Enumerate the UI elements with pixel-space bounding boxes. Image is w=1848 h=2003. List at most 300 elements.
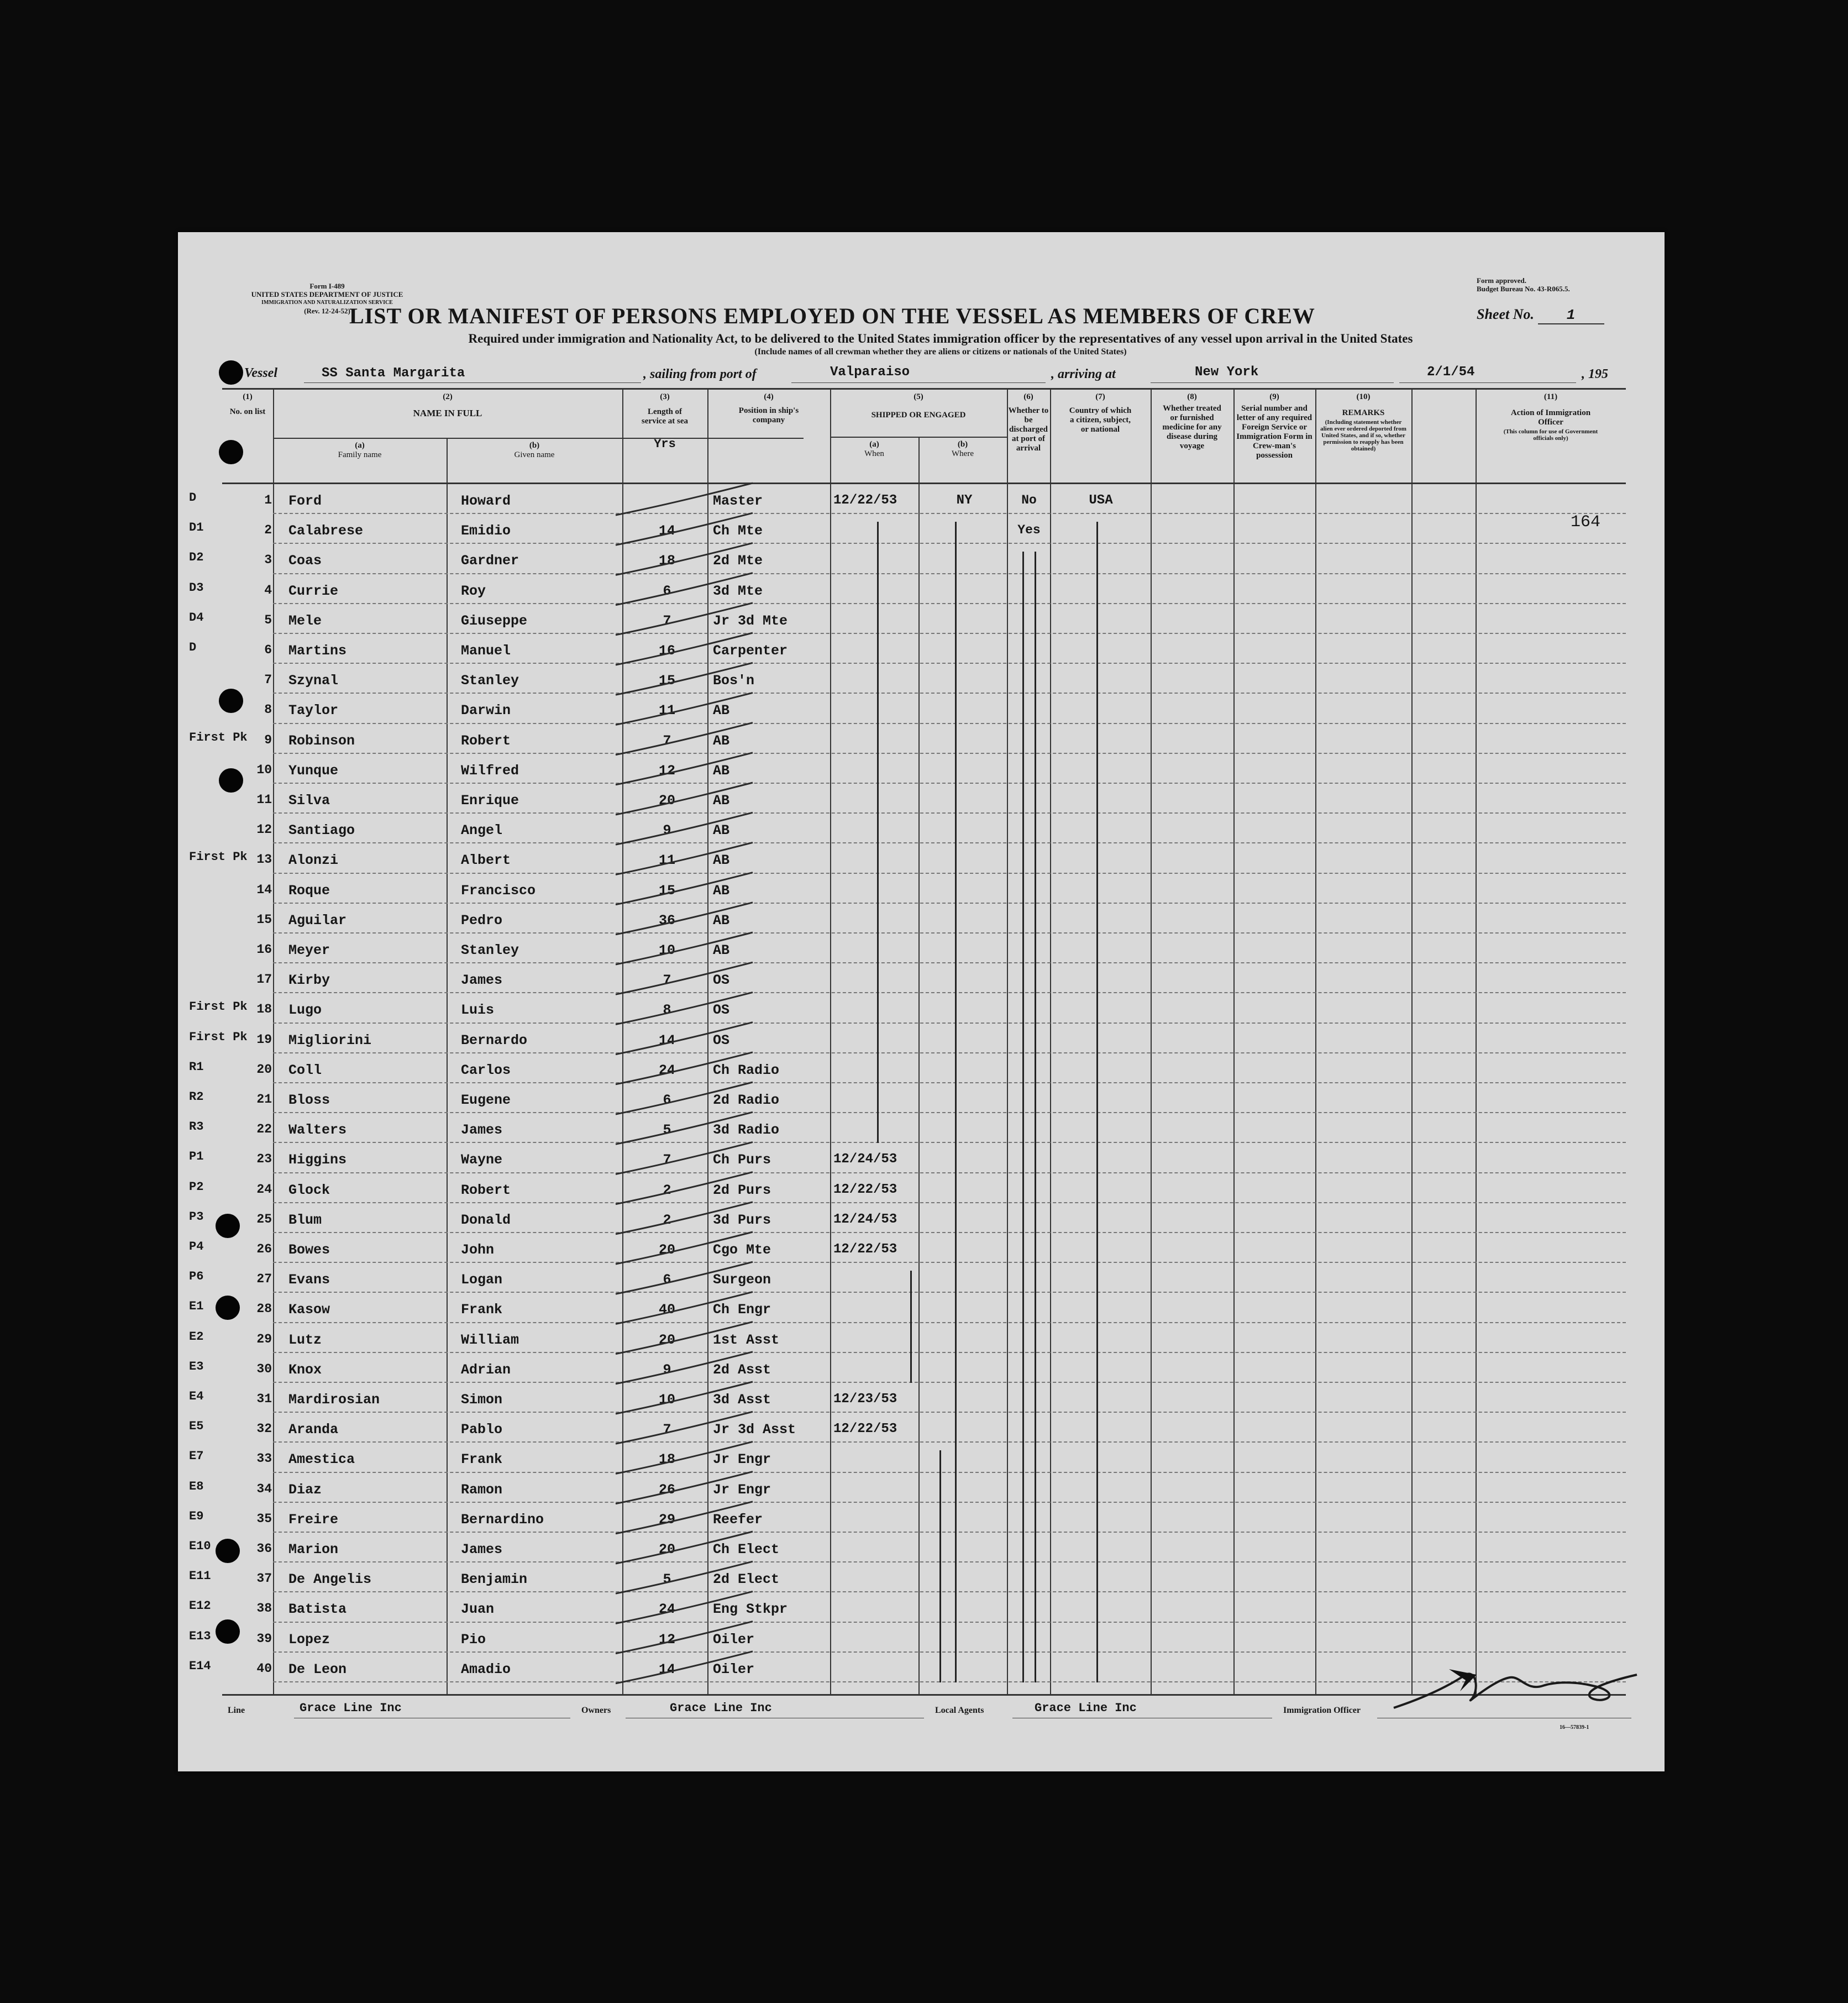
row-annotation: E13 [189,1629,211,1643]
position: Oiler [713,1661,755,1677]
given-name: Bernardo [461,1032,528,1048]
years-at-sea: 18 [658,1451,675,1468]
col11-header: Action of Immigration Officer [1510,408,1591,427]
position: Oiler [713,1631,755,1648]
given-name: Stanley [461,942,519,958]
given-name: Darwin [461,702,511,719]
row-number: 31 [256,1392,272,1406]
row-annotation: E2 [189,1329,204,1344]
row-annotation: D [189,641,197,654]
years-at-sea: 5 [663,1571,671,1588]
punch-hole [219,360,243,385]
row-rule [273,1472,1626,1473]
years-at-sea: 7 [663,1422,671,1438]
row-rule [273,1292,1626,1293]
given-name: Bernardino [461,1511,544,1528]
punch-hole [219,440,243,464]
years-at-sea: 20 [658,1331,675,1348]
row-number: 8 [264,702,272,717]
family-name: Coll [288,1062,322,1078]
row-annotation: E3 [189,1359,204,1373]
given-name: Enrique [461,793,519,809]
shipped-when: 12/22/53 [833,1422,897,1437]
officer-signature [1383,1653,1642,1724]
row-number: 19 [256,1032,272,1047]
given-name: Francisco [461,882,536,899]
subtitle: Required under immigration and Nationality Act, to be delivered to the United States immigration officer by the representatives of any vessel upon arrival in the United States [468,332,1413,345]
years-at-sea: 15 [658,882,675,899]
row-number: 16 [256,942,272,957]
agency-line-2: IMMIGRATION AND NATURALIZATION SERVICE [261,300,393,306]
given-name: Albert [461,852,511,869]
years-at-sea: 20 [658,1541,675,1558]
given-name: Stanley [461,673,519,689]
years-at-sea: 11 [658,852,675,869]
row-rule [273,1441,1626,1443]
row-rule [273,992,1626,993]
col2-header: NAME IN FULL [413,408,482,418]
row-rule [273,753,1626,754]
row-number: 9 [264,732,272,747]
margin-page-number: 164 [1571,513,1601,532]
years-at-sea: 24 [658,1601,675,1618]
position: AB [713,942,730,958]
given-name: Pablo [461,1422,503,1438]
given-name: Frank [461,1451,503,1468]
given-name: Manuel [461,643,511,659]
family-name: Currie [288,583,339,599]
given-name: Howard [461,493,511,509]
position: AB [713,762,730,779]
col11-number: (11) [1544,392,1558,401]
col5a-header: When [864,449,884,458]
col1-header: No. on list [229,407,266,416]
owners-value: Grace Line Inc [670,1701,772,1715]
row-rule [273,903,1626,904]
col5b-header: Where [952,449,974,458]
family-name: Aranda [288,1422,339,1438]
punch-hole [216,1539,240,1563]
row-number: 10 [256,762,272,777]
row-annotation: P1 [189,1150,204,1164]
row-rule [273,603,1626,604]
col2a-letter: (a) [355,441,365,450]
row-rule [273,573,1626,574]
ditto-stroke [910,1271,912,1383]
position: Jr Engr [713,1481,771,1498]
given-name: Carlos [461,1062,511,1078]
row-number: 39 [256,1631,272,1646]
position: 3d Radio [713,1122,780,1139]
shipped-when: 12/22/53 [833,1182,897,1197]
row-annotation: E9 [189,1509,204,1523]
family-name: Szynal [288,673,339,689]
col9-number: (9) [1269,392,1279,401]
given-name: Wilfred [461,762,519,779]
row-number: 32 [256,1422,272,1436]
position: 2d Purs [713,1182,771,1198]
given-name: William [461,1331,519,1348]
form-number: Form I-489 [309,282,345,290]
family-name: Marion [288,1541,339,1558]
row-rule [273,1591,1626,1592]
row-number: 26 [256,1242,272,1256]
given-name: Wayne [461,1152,503,1168]
position: Surgeon [713,1272,771,1288]
given-name: Roy [461,583,486,599]
owners-label: Owners [581,1706,611,1715]
family-name: Silva [288,793,330,809]
family-name: Walters [288,1122,347,1139]
row-rule [273,663,1626,664]
col5-header: SHIPPED OR ENGAGED [871,411,966,420]
page-title: LIST OR MANIFEST OF PERSONS EMPLOYED ON THE VESSEL AS MEMBERS OF CREW [349,303,1315,328]
position: 2d Radio [713,1092,780,1108]
row-annotation: E14 [189,1659,211,1673]
row-rule [273,1382,1626,1383]
row-rule [273,842,1626,843]
row-rule [273,1502,1626,1503]
row-rule [273,1232,1626,1233]
discharge: Yes [1017,523,1041,538]
row-annotation: E1 [189,1299,204,1314]
subtitle-note: (Include names of all crewman whether they are aliens or citizens or nationals of the United States) [754,347,1127,356]
shipped-when: 12/22/53 [833,1242,897,1257]
family-name: Santiago [288,822,355,839]
row-number: 30 [256,1361,272,1376]
arriving-label: , arriving at [1051,367,1116,381]
years-at-sea: 20 [658,793,675,809]
year-suffix: , 195 [1582,367,1608,381]
given-name: James [461,1541,503,1558]
years-at-sea: 5 [663,1122,671,1139]
family-name: Bowes [288,1242,330,1258]
family-name: Higgins [288,1152,347,1168]
col4-number: (4) [764,392,774,401]
given-name: Simon [461,1392,503,1408]
row-number: 40 [256,1661,272,1676]
row-number: 37 [256,1571,272,1586]
given-name: Pio [461,1631,486,1648]
family-name: Bloss [288,1092,330,1108]
years-at-sea: 7 [663,732,671,749]
position: AB [713,852,730,869]
family-name: Ford [288,493,322,509]
row-rule [273,1023,1626,1024]
row-annotation: D4 [189,610,204,625]
col2b-header: Given name [514,450,555,459]
row-number: 18 [256,1002,272,1017]
position: 2d Asst [713,1361,771,1378]
family-name: Yunque [288,762,339,779]
row-rule [273,1561,1626,1562]
years-at-sea: 20 [658,1242,675,1258]
position: AB [713,702,730,719]
row-number: 12 [256,822,272,837]
family-name: Mele [288,612,322,629]
family-name: Robinson [288,732,355,749]
row-rule [273,543,1626,544]
crew-list [178,232,1665,1771]
punch-hole [219,689,243,713]
row-rule [273,932,1626,934]
col3-header: Length of service at sea [641,407,689,426]
given-name: Juan [461,1601,495,1618]
ditto-stroke [939,1450,941,1682]
row-number: 7 [264,673,272,688]
row-annotation: R3 [189,1120,204,1134]
col7-number: (7) [1095,392,1105,401]
family-name: Diaz [288,1481,322,1498]
shipped-when: 12/22/53 [833,493,897,508]
agents-value: Grace Line Inc [1035,1701,1137,1715]
position: Eng Stkpr [713,1601,788,1618]
family-name: Lutz [288,1331,322,1348]
row-rule [273,1112,1626,1113]
given-name: Giuseppe [461,612,528,629]
years-at-sea: 9 [663,822,671,839]
position: Ch Radio [713,1062,780,1078]
ditto-stroke [955,522,957,1682]
arrival-port: New York [1195,365,1259,380]
col1-number: (1) [243,392,253,401]
row-annotation: E4 [189,1389,204,1403]
family-name: Batista [288,1601,347,1618]
family-name: Lopez [288,1631,330,1648]
row-rule [273,1082,1626,1083]
col11-note: (This column for use of Government officials only) [1503,428,1598,442]
row-number: 29 [256,1331,272,1346]
family-name: Alonzi [288,852,339,869]
port-of-departure: Valparaiso [830,365,910,380]
years-at-sea: 2 [663,1212,671,1228]
row-number: 25 [256,1212,272,1226]
ditto-stroke [1022,552,1024,1682]
years-at-sea: 7 [663,1152,671,1168]
row-annotation: D1 [189,521,204,535]
row-number: 23 [256,1152,272,1167]
line-value: Grace Line Inc [300,1701,402,1715]
family-name: Freire [288,1511,339,1528]
given-name: Pedro [461,912,503,929]
row-number: 5 [264,612,272,627]
ditto-stroke [877,522,879,1143]
row-annotation: First Pk [189,730,248,744]
family-name: Lugo [288,1002,322,1019]
position: Carpenter [713,643,788,659]
position: Ch Elect [713,1541,780,1558]
row-annotation: R1 [189,1060,204,1074]
years-at-sea: 10 [658,1392,675,1408]
years-at-sea: 6 [663,583,671,599]
years-at-sea: 29 [658,1511,675,1528]
position: 3d Mte [713,583,763,599]
shipped-when: 12/24/53 [833,1212,897,1227]
years-at-sea: 18 [658,553,675,569]
family-name: Meyer [288,942,330,958]
col5a-letter: (a) [869,440,879,449]
country: USA [1089,493,1113,508]
col3-number: (3) [660,392,670,401]
row-number: 38 [256,1601,272,1616]
position: Jr 3d Asst [713,1422,796,1438]
col2-number: (2) [443,392,453,401]
given-name: James [461,972,503,989]
row-rule [273,1532,1626,1533]
col5-number: (5) [914,392,923,401]
row-annotation: E11 [189,1569,211,1583]
col2a-header: Family name [338,450,382,459]
position: AB [713,912,730,929]
row-annotation: R2 [189,1090,204,1104]
row-number: 34 [256,1481,272,1496]
row-rule [273,1622,1626,1623]
row-rule [273,633,1626,634]
row-number: 4 [264,583,272,597]
row-annotation: E12 [189,1599,211,1613]
row-number: 35 [256,1511,272,1526]
row-number: 1 [264,493,272,507]
row-rule [273,1172,1626,1173]
punch-hole [219,768,243,793]
ditto-stroke [1096,522,1098,1682]
family-name: Kirby [288,972,330,989]
position: 3d Asst [713,1392,771,1408]
discharge: No [1021,493,1037,507]
row-number: 21 [256,1092,272,1107]
family-name: Calabrese [288,523,364,539]
years-at-sea: 24 [658,1062,675,1078]
col10-header: REMARKS [1342,408,1385,417]
form-approved: Form approved. [1477,276,1527,285]
row-rule [273,1052,1626,1053]
position: OS [713,1032,730,1048]
family-name: Glock [288,1182,330,1198]
position: AB [713,732,730,749]
col9-header: Serial number and letter of any required Foreign Service or Immigration Form in Crew-man's possession [1236,404,1313,460]
family-name: Migliorini [288,1032,372,1048]
row-number: 11 [256,793,272,807]
years-at-sea: 16 [658,643,675,659]
vessel-name: SS Santa Margarita [322,366,465,381]
col4-header: Position in ship's company [738,406,799,424]
position: AB [713,822,730,839]
col10-number: (10) [1356,392,1371,401]
col8-header: Whether treated or furnished medicine for any disease during voyage [1162,404,1222,450]
row-number: 28 [256,1302,272,1317]
given-name: Adrian [461,1361,511,1378]
row-number: 13 [256,852,272,867]
row-rule [273,783,1626,784]
years-at-sea: 10 [658,942,675,958]
given-name: John [461,1242,495,1258]
family-name: Evans [288,1272,330,1288]
family-name: Coas [288,553,322,569]
row-rule [273,1202,1626,1203]
row-number: 14 [256,882,272,897]
family-name: Aguilar [288,912,347,929]
position: Jr Engr [713,1451,771,1468]
row-number: 24 [256,1182,272,1197]
row-annotation: P6 [189,1270,204,1284]
position: Master [713,493,763,509]
row-annotation: First Pk [189,1030,248,1044]
position: 2d Elect [713,1571,780,1588]
punch-hole [216,1214,240,1238]
family-name: Amestica [288,1451,355,1468]
given-name: Donald [461,1212,511,1228]
family-name: Martins [288,643,347,659]
years-at-sea: 6 [663,1092,671,1108]
given-name: Eugene [461,1092,511,1108]
years-at-sea: 15 [658,673,675,689]
position: Jr 3d Mte [713,612,788,629]
row-rule [273,1262,1626,1263]
row-rule [273,1322,1626,1323]
given-name: Luis [461,1002,495,1019]
row-annotation: P4 [189,1240,204,1254]
row-annotation: E7 [189,1449,204,1464]
vessel-label: Vessel [244,366,277,380]
years-at-sea: 6 [663,1272,671,1288]
position: Ch Purs [713,1152,771,1168]
agents-label: Local Agents [935,1706,984,1715]
row-annotation: First Pk [189,1000,248,1014]
years-at-sea: 12 [658,1631,675,1648]
manifest-sheet [178,232,1665,1771]
row-rule [273,1142,1626,1143]
position: Bos'n [713,673,755,689]
years-at-sea: 7 [663,612,671,629]
shipped-when: 12/23/53 [833,1392,897,1407]
revision: (Rev. 12-24-52) [304,307,350,315]
col6-number: (6) [1023,392,1033,401]
shipped-where: NY [956,493,973,508]
row-rule [273,693,1626,694]
family-name: Roque [288,882,330,899]
row-annotation: E5 [189,1419,204,1434]
row-number: 22 [256,1122,272,1137]
row-rule [273,513,1626,514]
given-name: Ramon [461,1481,503,1498]
row-number: 27 [256,1272,272,1287]
given-name: Angel [461,822,503,839]
row-rule [273,962,1626,963]
officer-label: Immigration Officer [1283,1706,1361,1715]
position: AB [713,793,730,809]
row-rule [273,873,1626,874]
budget-bureau-number: Budget Bureau No. 43-R065.5. [1477,285,1570,293]
row-number: 36 [256,1541,272,1556]
row-number: 20 [256,1062,272,1077]
family-name: Taylor [288,702,339,719]
punch-hole [216,1619,240,1644]
col10-note: (Including statement whether alien ever ordered deported from United States, and if so, whether permission to reapply has been obtained) [1320,419,1406,452]
position: Cgo Mte [713,1242,771,1258]
given-name: Robert [461,1182,511,1198]
row-number: 6 [264,643,272,657]
row-annotation: D2 [189,550,204,565]
years-at-sea: 14 [658,1032,675,1048]
years-at-sea: 40 [658,1302,675,1318]
years-at-sea: 14 [658,523,675,539]
arrival-date: 2/1/54 [1427,365,1475,380]
given-name: Benjamin [461,1571,528,1588]
family-name: De Angelis [288,1571,372,1588]
position: Ch Mte [713,523,763,539]
row-number: 17 [256,972,272,987]
row-annotation: First Pk [189,850,248,864]
